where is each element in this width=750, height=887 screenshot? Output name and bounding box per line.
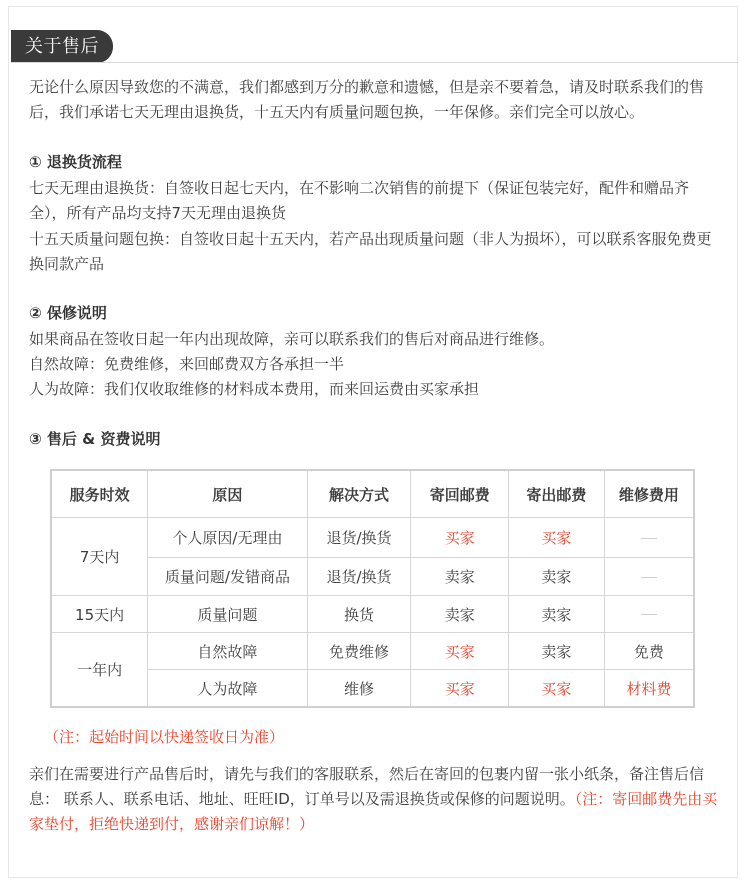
return-shipping-cell: 买家 <box>411 518 509 558</box>
table-header-row <box>51 470 694 518</box>
method-cell: 退货/换货 <box>307 518 411 558</box>
table-row <box>51 633 694 670</box>
method-cell: 换货 <box>307 596 411 633</box>
footer-paragraph <box>29 762 719 837</box>
natural-fault-text: 自然故障：免费维修，来回邮费双方各承担一半 <box>29 355 345 373</box>
returns-process-heading: ① 退换货流程 <box>29 153 122 171</box>
seven-day-return-text: 七天无理由退换货：自签收日起七天内，在不影响二次销售的前提下（保证包装完好，配件和赠品齐全），所有产品均支持7天无理由退换货 <box>29 179 690 222</box>
reason-cell: 质量问题 <box>148 596 307 633</box>
outbound-shipping-cell: 卖家 <box>509 596 605 633</box>
header-cell: 服务时效 <box>51 470 148 518</box>
empty-dash <box>641 614 657 615</box>
fees-heading: ③ 售后 & 资费说明 <box>29 430 161 448</box>
group-cell: 15天内 <box>51 596 148 633</box>
table-row <box>51 558 694 596</box>
repair-fee-cell <box>604 596 694 633</box>
section-title: 关于售后 <box>11 30 113 63</box>
method-cell: 退货/换货 <box>307 558 411 596</box>
repair-fee-cell <box>604 558 694 596</box>
fifteen-day-exchange-text: 十五天质量问题包换：自签收日起十五天内，若产品出现质量问题（非人为损坏），可以联系客服免费更换同款产品 <box>29 230 712 273</box>
header-cell: 解决方式 <box>307 470 411 518</box>
warranty-text: 如果商品在签收日起一年内出现故障，亲可以联系我们的售后对商品进行维修。 <box>29 330 555 348</box>
header-cell: 原因 <box>148 470 307 518</box>
reason-cell: 人为故障 <box>148 670 307 708</box>
outbound-shipping-cell: 卖家 <box>509 558 605 596</box>
return-shipping-cell: 卖家 <box>411 596 509 633</box>
group-cell: 7天内 <box>51 518 148 596</box>
title-divider <box>11 62 738 63</box>
repair-fee-cell: 免费 <box>604 633 694 670</box>
footer-text: 亲们在需要进行产品售后时，请先与我们的客服联系，然后在寄回的包裹内留一张小纸条，备注售后信息： 联系人、联系电话、地址、旺旺ID，订单号以及需退换货或保修的问题说明。 <box>29 765 705 808</box>
method-cell: 免费维修 <box>307 633 411 670</box>
reason-cell: 个人原因/无理由 <box>148 518 307 558</box>
footer-red-note: （注：寄回邮费先由买家垫付，拒绝快递到付，感谢亲们谅解！） <box>29 790 718 833</box>
intro-paragraph: 无论什么原因导致您的不满意，我们都感到万分的歉意和遗憾，但是亲不要着急，请及时联系我们的售后，我们承诺七天无理由退换货，十五天内有质量问题包换，一年保修。亲们完全可以放心。 <box>29 78 705 121</box>
outbound-shipping-cell: 卖家 <box>509 633 605 670</box>
reason-cell: 质量问题/发错商品 <box>148 558 307 596</box>
header-cell: 寄出邮费 <box>509 470 605 518</box>
table-row <box>51 670 694 708</box>
repair-fee-cell: 材料费 <box>604 670 694 708</box>
warranty-heading: ② 保修说明 <box>29 304 107 322</box>
outbound-shipping-cell: 买家 <box>509 670 605 708</box>
table-row <box>51 518 694 558</box>
return-shipping-cell: 买家 <box>411 670 509 708</box>
header-cell: 维修费用 <box>604 470 694 518</box>
human-fault-text: 人为故障：我们仅收取维修的材料成本费用，而来回运费由买家承担 <box>29 380 480 398</box>
empty-dash <box>641 577 657 578</box>
return-shipping-cell: 卖家 <box>411 558 509 596</box>
reason-cell: 自然故障 <box>148 633 307 670</box>
start-time-note: （注：起始时间以快递签收日为准） <box>44 728 285 746</box>
service-fee-table <box>50 469 695 708</box>
method-cell: 维修 <box>307 670 411 708</box>
return-shipping-cell: 买家 <box>411 633 509 670</box>
empty-dash <box>641 538 657 539</box>
table-row <box>51 596 694 633</box>
outbound-shipping-cell: 买家 <box>509 518 605 558</box>
header-cell: 寄回邮费 <box>411 470 509 518</box>
group-cell: 一年内 <box>51 633 148 708</box>
repair-fee-cell <box>604 518 694 558</box>
